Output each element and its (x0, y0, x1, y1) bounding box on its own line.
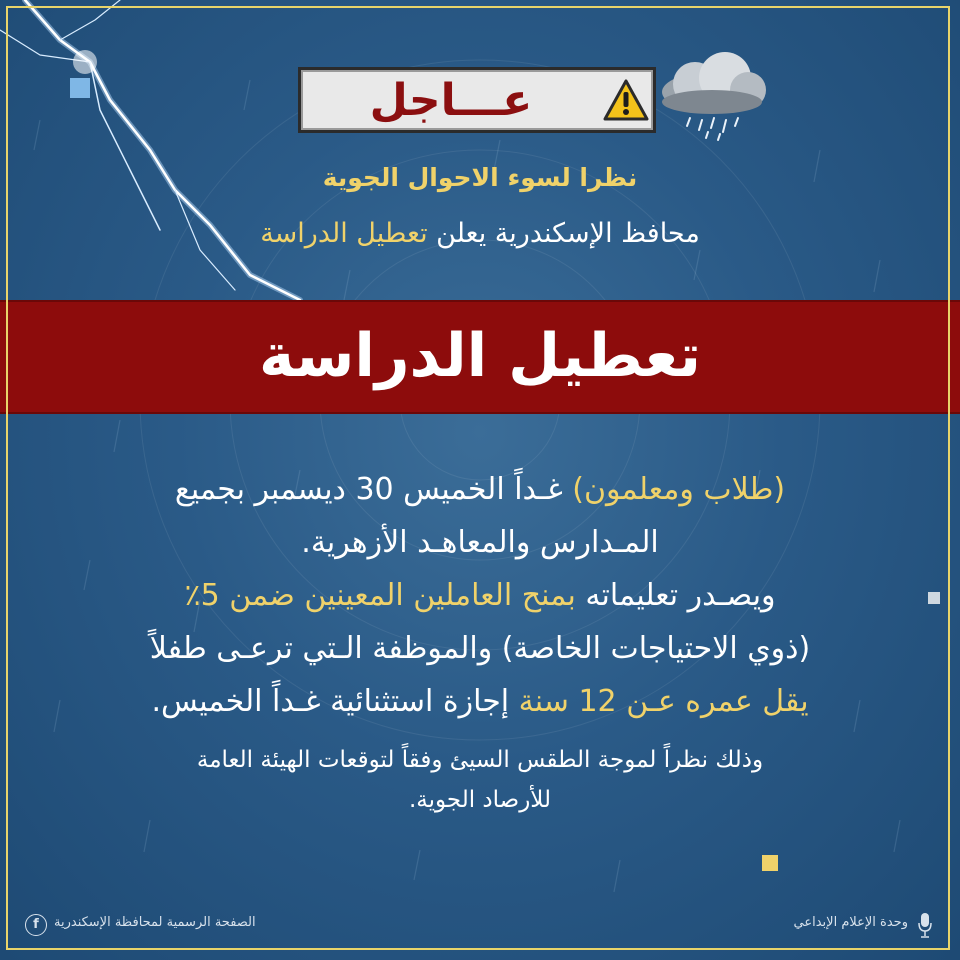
rain-cloud-icon (650, 52, 775, 142)
body-line-1-text: غـداً الخميس 30 ديسمبر بجميع (174, 472, 573, 507)
body-line-3-text: ويصـدر تعليماته (575, 578, 776, 613)
note-line-2: للأرصاد الجوية. (408, 787, 552, 813)
decor-square-yellow (762, 855, 778, 871)
body-line-2: المـدارس والمعاهـد الأزهرية. (301, 525, 659, 560)
banner-title: تعطيل الدراسة (258, 321, 702, 391)
microphone-icon (918, 912, 932, 938)
lightning-bolt-graphic (0, 0, 320, 310)
subheading-governor-highlight: تعطيل الدراسة (260, 218, 428, 249)
footer-page-name: الصفحة الرسمية لمحافظة الإسكندرية (54, 915, 256, 930)
body-line-4: (ذوي الاحتياجات الخاصة) والموظفة الـتي ترعـى طفلاً (149, 631, 811, 666)
weather-note (70, 740, 890, 820)
body-line-5-text: إجازة استثنائية غـداً الخميس. (151, 684, 519, 719)
urgent-header-box (298, 67, 656, 133)
decor-square-blue (70, 78, 90, 98)
title-banner (0, 300, 960, 414)
body-line-5-highlight: يقل عمره عـن 12 سنة (518, 684, 809, 719)
subheading-governor (0, 218, 960, 249)
body-line-3-highlight: بمنح العاملين المعينين ضمن 5٪ (184, 578, 576, 613)
warning-icon (603, 78, 649, 122)
subheading-weather: نظرا لسوء الاحوال الجوية (322, 163, 638, 192)
note-line-1: وذلك نظراً لموجة الطقس السيئ وفقاً لتوقعات الهيئة العامة (196, 747, 764, 773)
body-line-5 (70, 675, 890, 728)
announcement-body (70, 463, 890, 728)
facebook-icon: f (25, 914, 47, 936)
subheading-governor-prefix: محافظ الإسكندرية يعلن (427, 218, 700, 249)
footer-unit-name: وحدة الإعلام الإبداعي (793, 915, 908, 930)
body-line-1 (70, 463, 890, 516)
decor-square-white (928, 592, 940, 604)
urgent-label: عـــاجل (369, 75, 533, 126)
body-line-1-highlight: (طلاب ومعلمون) (572, 472, 786, 507)
body-line-3 (70, 569, 890, 622)
